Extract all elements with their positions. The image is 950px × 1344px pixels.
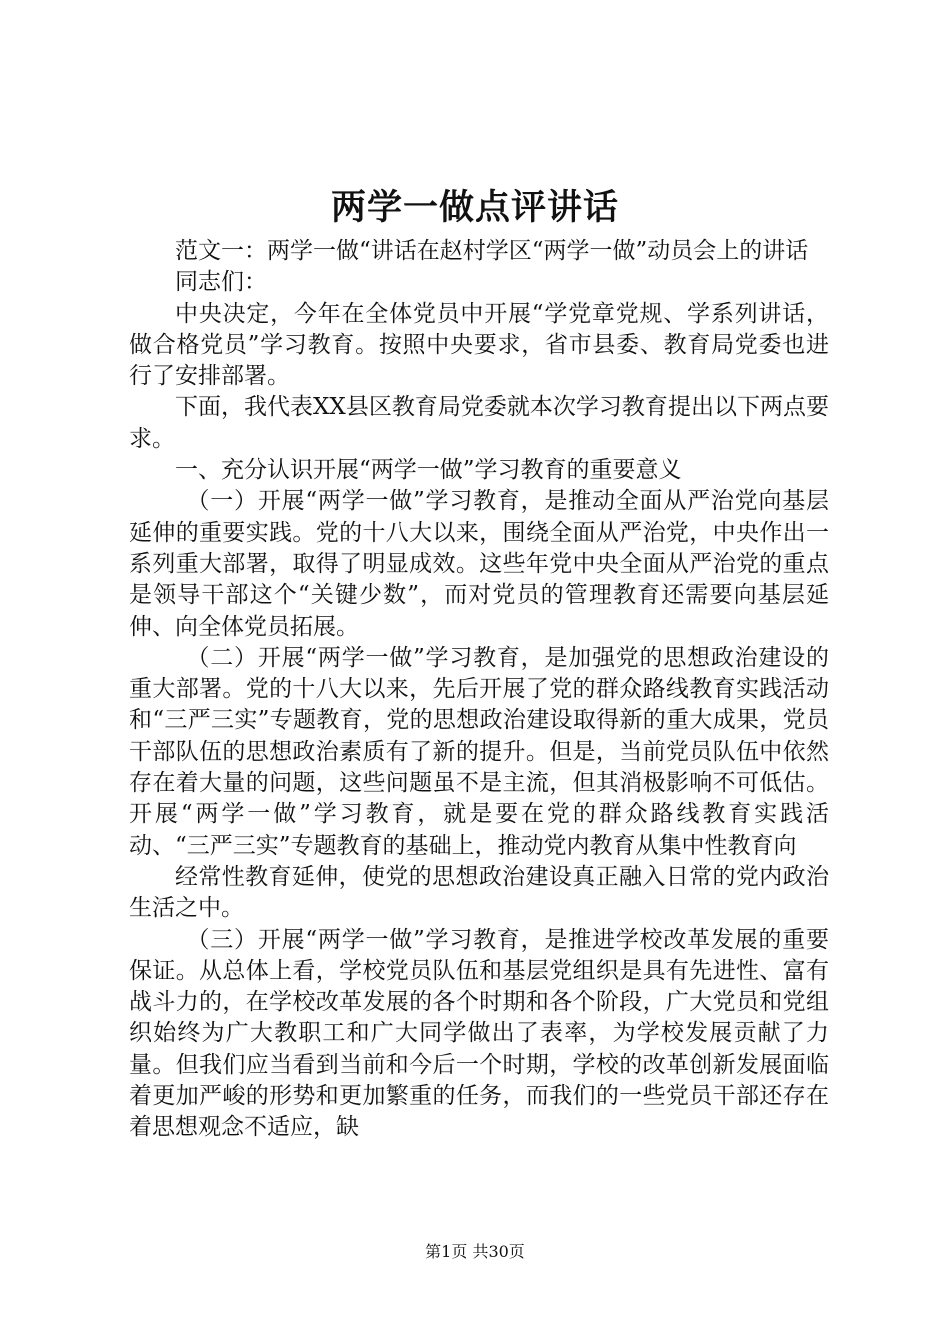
- document-title: 两学一做点评讲话: [330, 187, 619, 228]
- paragraph-point-2: （二）开展“两学一做”学习教育，是加强党的思想政治建设的重大部署。党的十八大以来，先后开展了党的群众路线教育实践活动和“三严三实”专题教育，党的思想政治建设取得新的重大成果，党员干部队伍的思想政治素质有了新的提升。但是，当前党员队伍中依然存在着大量的问题，这些问题虽不是主流，但其消极影响不可低估。开展“两学一做”学习教育，就是要在党的群众路线教育实践活动、“三严三实”专题教育的基础上，推动党内教育从集中性教育向: [129, 644, 829, 859]
- paragraph-intro: 范文一：两学一做“讲话在赵村学区“两学一做”动员会上的讲话: [175, 238, 809, 264]
- page-footer: 第1页 共30页: [425, 1242, 525, 1261]
- document-body: [129, 236, 829, 1144]
- paragraph-point-1: （一）开展“两学一做”学习教育，是推动全面从严治党向基层延伸的重要实践。党的十八大以来，围绕全面从严治党，中央作出一系列重大部署，取得了明显成效。这些年党中央全面从严治党的重点是领导干部这个“关键少数”，而对党员的管理教育还需要向基层延伸、向全体党员拓展。: [129, 488, 829, 640]
- section-heading-1: 一、充分认识开展“两学一做”学习教育的重要意义: [175, 457, 682, 484]
- paragraph-point-2-continued: 经常性教育延伸，使党的思想政治建设真正融入日常的党内政治生活之中。: [129, 863, 829, 922]
- paragraph-requirements: 下面，我代表XX县区教育局党委就本次学习教育提出以下两点要求。: [129, 394, 829, 452]
- paragraph-background: 中央决定，今年在全体党员中开展“学党章党规、学系列讲话，做合格党员”学习教育。按照中央要求，省市县委、教育局党委也进行了安排部署。: [129, 300, 829, 390]
- paragraph-salutation: 同志们：: [175, 269, 267, 296]
- paragraph-point-3: （三）开展“两学一做”学习教育，是推进学校改革发展的重要保证。从总体上看，学校党员队伍和基层党组织是具有先进性、富有战斗力的，在学校改革发展的各个时期和各个阶段，广大党员和党组织始终为广大教职工和广大同学做出了表率，为学校发展贡献了力量。但我们应当看到当前和今后一个时期，学校的改革创新发展面临着更加严峻的形势和更加繁重的任务，而我们的一些党员干部还存在着思想观念不适应，缺: [129, 926, 829, 1141]
